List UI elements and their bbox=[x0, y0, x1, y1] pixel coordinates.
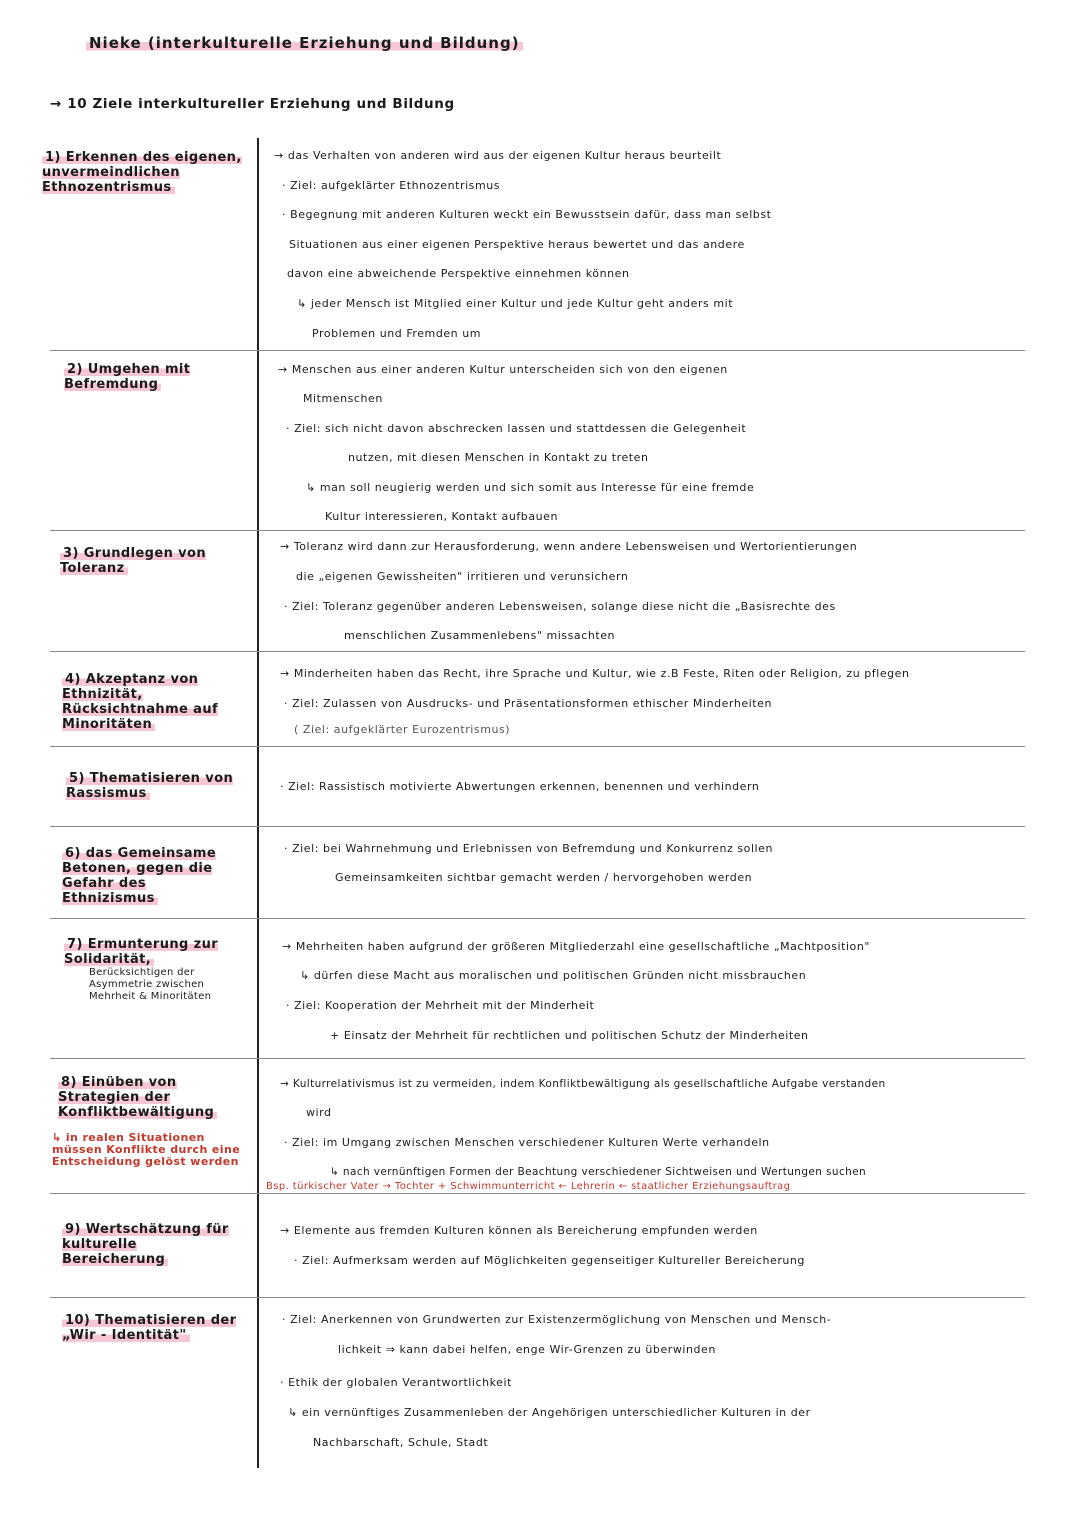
section-1-heading: 1) Erkennen des eigenen, unvermeindlichen Ethnozentrismus bbox=[42, 150, 242, 195]
section-3-line: · Ziel: Toleranz gegenüber anderen Lebensweisen, solange diese nicht die „Basisrechte des bbox=[284, 600, 836, 613]
section-6-line: · Ziel: bei Wahrnehmung und Erlebnissen von Befremdung und Konkurrenz sollen bbox=[284, 842, 773, 855]
row-separator bbox=[50, 350, 1025, 351]
section-10-heading: 10) Thematisieren der „Wir - Identität" bbox=[62, 1313, 237, 1343]
section-10-line: Nachbarschaft, Schule, Stadt bbox=[313, 1436, 489, 1449]
section-7-line: + Einsatz der Mehrheit für rechtlichen und politischen Schutz der Minderheiten bbox=[330, 1029, 809, 1042]
section-6-heading: 6) das Gemeinsame Betonen, gegen die Gefahr des Ethnizismus bbox=[62, 846, 217, 906]
section-9-line: → Elemente aus fremden Kulturen können als Bereicherung empfunden werden bbox=[280, 1224, 758, 1237]
row-separator bbox=[50, 651, 1025, 652]
row-separator bbox=[50, 1058, 1025, 1059]
section-4-line: ( Ziel: aufgeklärter Eurozentrismus) bbox=[294, 723, 511, 736]
section-2-line: → Menschen aus einer anderen Kultur unterscheiden sich von den eigenen bbox=[278, 363, 728, 376]
section-2-line: ↳ man soll neugierig werden und sich somit aus Interesse für eine fremde bbox=[306, 481, 755, 494]
section-10-line: lichkeit ⇒ kann dabei helfen, enge Wir-Grenzen zu überwinden bbox=[338, 1343, 716, 1356]
section-10-line: · Ethik der globalen Verantwortlichkeit bbox=[280, 1376, 512, 1389]
section-4-line: → Minderheiten haben das Recht, ihre Sprache und Kultur, wie z.B Feste, Riten oder Religion, zu pflegen bbox=[280, 667, 910, 680]
section-3-heading: 3) Grundlegen von Toleranz bbox=[60, 546, 207, 576]
section-8-line: → Kulturrelativismus ist zu vermeiden, indem Konfliktbewältigung als gesellschaftliche Aufgabe verstanden bbox=[280, 1078, 886, 1090]
section-7-line: ↳ dürfen diese Macht aus moralischen und politischen Gründen nicht missbrauchen bbox=[300, 969, 807, 982]
section-5-line: · Ziel: Rassistisch motivierte Abwertungen erkennen, benennen und verhindern bbox=[280, 780, 760, 793]
section-4-line: · Ziel: Zulassen von Ausdrucks- und Präsentationsformen ethischer Minderheiten bbox=[284, 697, 772, 710]
section-2-line: nutzen, mit diesen Menschen in Kontakt zu treten bbox=[348, 451, 649, 464]
section-2-line: · Ziel: sich nicht davon abschrecken lassen und stattdessen die Gelegenheit bbox=[286, 422, 747, 435]
row-separator bbox=[50, 918, 1025, 919]
section-1-line: · Ziel: aufgeklärter Ethnozentrismus bbox=[282, 179, 501, 192]
section-8-line: · Ziel: im Umgang zwischen Menschen verschiedener Kulturen Werte verhandeln bbox=[284, 1136, 770, 1149]
page-subtitle: → 10 Ziele interkultureller Erziehung und Bildung bbox=[50, 96, 455, 112]
section-1-line: → das Verhalten von anderen wird aus der eigenen Kultur heraus beurteilt bbox=[274, 149, 722, 162]
section-6-line: Gemeinsamkeiten sichtbar gemacht werden / hervorgehoben werden bbox=[335, 871, 753, 884]
row-separator bbox=[50, 530, 1025, 531]
section-1-line: davon eine abweichende Perspektive einnehmen können bbox=[287, 267, 630, 280]
section-1-line: ↳ jeder Mensch ist Mitglied einer Kultur und jede Kultur geht anders mit bbox=[297, 297, 734, 310]
section-9-line: · Ziel: Aufmerksam werden auf Möglichkeiten gegenseitiger Kultureller Bereicherung bbox=[294, 1254, 805, 1267]
section-3-line: die „eigenen Gewissheiten" irritieren und verunsichern bbox=[296, 570, 629, 583]
row-separator bbox=[50, 1297, 1025, 1298]
section-2-line: Mitmenschen bbox=[303, 392, 383, 405]
section-3-line: → Toleranz wird dann zur Herausforderung, wenn andere Lebensweisen und Wertorientierungen bbox=[280, 540, 858, 553]
section-8-heading-note: ↳ in realen Situationen müssen Konflikte durch eine Entscheidung gelöst werden bbox=[52, 1131, 241, 1168]
section-10-line: ↳ ein vernünftiges Zusammenleben der Angehörigen unterschiedlicher Kulturen in der bbox=[288, 1406, 811, 1419]
page-title: Nieke (interkulturelle Erziehung und Bildung) bbox=[86, 34, 523, 52]
section-1-line: Situationen aus einer eigenen Perspektive heraus bewertet und das andere bbox=[289, 238, 745, 251]
section-8-heading: 8) Einüben von Strategien der Konfliktbewältigung ↳ in realen Situationen müssen Konflikte durch eine Entscheidung gelöst werden bbox=[58, 1075, 254, 1168]
section-9-heading: 9) Wertschätzung für kulturelle Bereicherung bbox=[62, 1222, 229, 1267]
section-4-heading: 4) Akzeptanz von Ethnizität, Rücksichtnahme auf Minoritäten bbox=[62, 672, 219, 732]
section-7-heading: 7) Ermunterung zur Solidarität, Berücksichtigen der Asymmetrie zwischen Mehrheit & Minoritäten bbox=[64, 937, 244, 1003]
column-divider bbox=[257, 138, 259, 1468]
row-separator bbox=[50, 746, 1025, 747]
section-8-example: Bsp. türkischer Vater → Tochter + Schwimmunterricht ← Lehrerin ← staatlicher Erziehungsauftrag bbox=[266, 1181, 791, 1192]
section-1-line: Problemen und Fremden um bbox=[312, 327, 482, 340]
section-10-line: · Ziel: Anerkennen von Grundwerten zur Existenzermöglichung von Menschen und Mensch- bbox=[282, 1313, 832, 1326]
section-7-line: · Ziel: Kooperation der Mehrheit mit der Minderheit bbox=[286, 999, 595, 1012]
section-7-line: → Mehrheiten haben aufgrund der größeren Mitgliederzahl eine gesellschaftliche „Machtposition" bbox=[282, 940, 870, 953]
section-3-line: menschlichen Zusammenlebens" missachten bbox=[344, 629, 616, 642]
section-1-line: · Begegnung mit anderen Kulturen weckt ein Bewusstsein dafür, dass man selbst bbox=[282, 208, 772, 221]
section-2-heading: 2) Umgehen mit Befremdung bbox=[64, 362, 191, 392]
row-separator bbox=[50, 826, 1025, 827]
section-2-line: Kultur interessieren, Kontakt aufbauen bbox=[325, 510, 558, 523]
section-7-heading-note: Berücksichtigen der Asymmetrie zwischen Mehrheit & Minoritäten bbox=[89, 967, 212, 1002]
section-8-line: ↳ nach vernünftigen Formen der Beachtung verschiedener Sichtweisen und Wertungen suchen bbox=[330, 1166, 867, 1178]
section-8-line: wird bbox=[306, 1106, 332, 1119]
section-5-heading: 5) Thematisieren von Rassismus bbox=[66, 771, 234, 801]
